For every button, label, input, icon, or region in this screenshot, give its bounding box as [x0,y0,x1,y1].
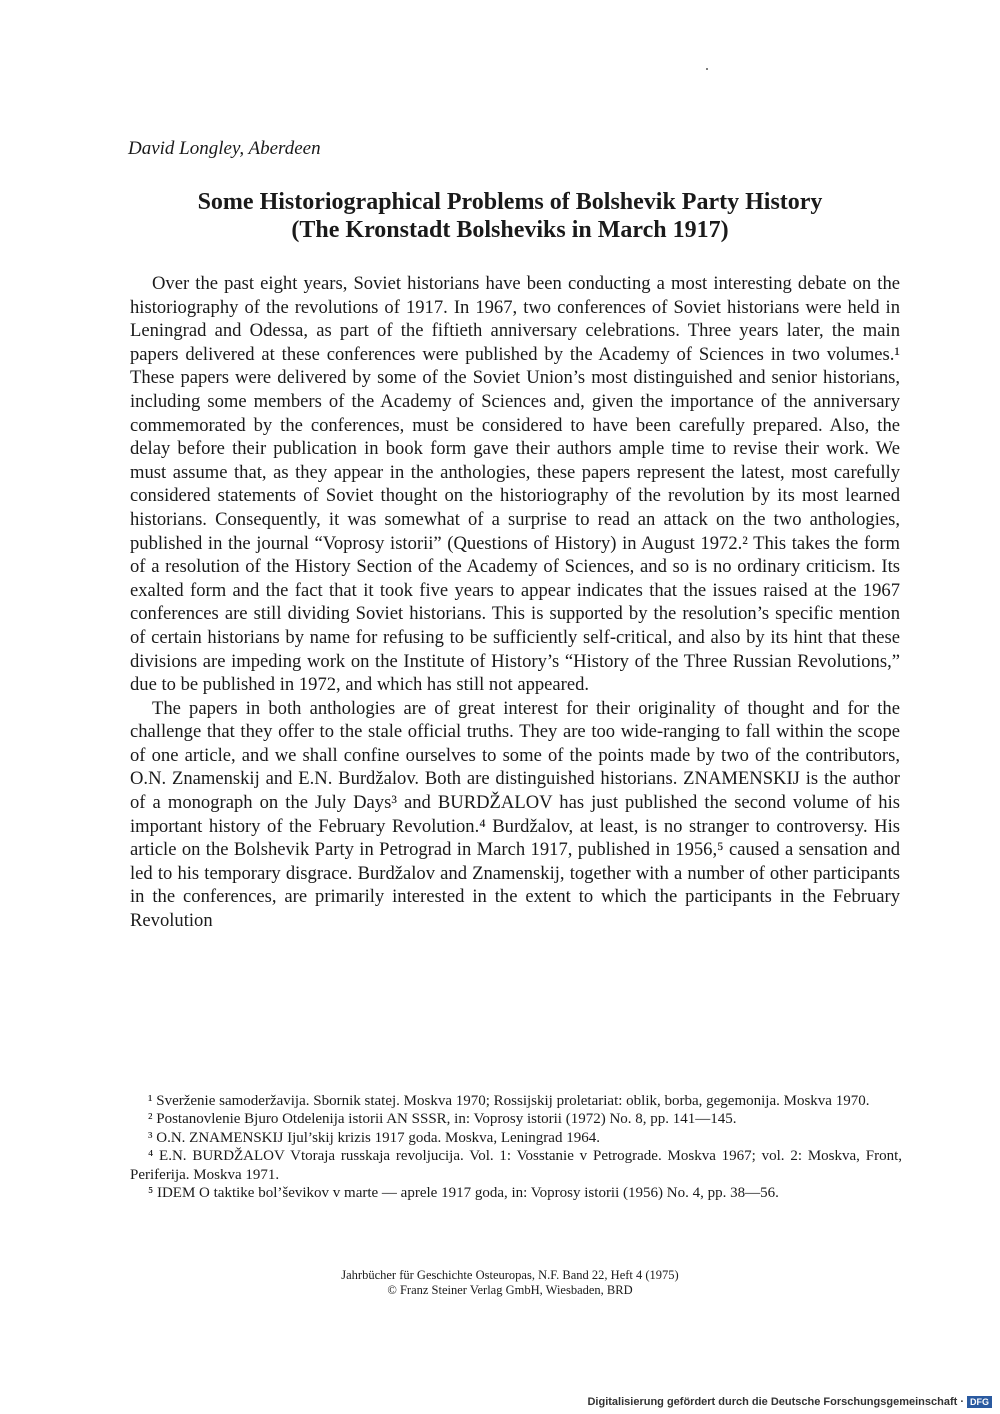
footnotes [130,1092,902,1202]
publisher-copyright: © Franz Steiner Verlag GmbH, Wiesbaden, BRD [387,1283,633,1297]
footnote-1: ¹ Sverženie samoderžavija. Sbornik statej. Moskva 1970; Rossijskij proletariat: oblik, borba, gegemonija. Moskva 1970. [148,1093,870,1109]
paragraph-1: Over the past eight years, Soviet historians have been conducting a most interesting debate on the historiography of the revolutions of 1917. In 1967, two conferences of Soviet historians were held in Leningrad and Odessa, as part of the fiftieth anniversary celebrations. Three years later, the main papers delivered at these conferences were published by the Academy of Sciences in two volumes.¹ These papers were delivered by some of the Soviet Union’s most distinguished and senior historians, including some members of the Academy of Sciences and, given the importance of the anniversary commemorated by the conferences, must be considered to have been carefully prepared. Also, the delay before their publication in book form gave their authors ample time to revise their work. We must assume that, as they appear in the anthologies, these papers represent the latest, most carefully considered statements of Soviet thought on the historiography of the revolution by its most learned historians. Consequently, it was somewhat of a surprise to read an attack on the two anthologies, published in the journal “Voprosy istorii” (Questions of History) in August 1972.² This takes the form of a resolution of the History Section of the Academy of Sciences, and so is no ordinary criticism. Its exalted form and the fact that it took five years to appear indicates that the issues raised at the 1967 conferences are still dividing Soviet historians. This is supported by the resolution’s specific mention of certain historians by name for refusing to be sufficiently self-critical, and also by its hint that these divisions are impeding work on the Institute of History’s “History of the Three Russian Revolutions,” due to be published in 1972, and which has still not appeared. [130,273,900,696]
footnote-5: ⁵ IDEM O taktike bol’ševikov v marte — aprele 1917 goda, in: Voprosy istorii (1956) No. 4, pp. 38—56. [148,1185,779,1202]
digitization-notice [587,1396,992,1408]
digitization-text: Digitalisierung gefördert durch die Deutsche Forschungsgemeinschaft · [587,1396,964,1408]
title-line-2: (The Kronstadt Bolsheviks in March 1917) [291,217,729,243]
footnote-3: ³ O.N. ZNAMENSKIJ Ijul’skij krizis 1917 goda. Moskva, Leningrad 1964. [148,1129,600,1146]
journal-citation: Jahrbücher für Geschichte Osteuropas, N.F. Band 22, Heft 4 (1975) [341,1268,679,1282]
paragraph-2: The papers in both anthologies are of great interest for their originality of thought and for the challenge that they offer to the stale official truths. They are too wide-ranging to fall within the scope of one article, and we shall confine ourselves to some of the points made by two of the contributors, O.N. Znamenskij and E.N. Burdžalov. Both are distinguished historians. ZNAMENSKIJ is the author of a monograph on the July Days³ and BURDŽALOV has just published the second volume of his important history of the February Revolution.⁴ Burdžalov, at least, is no stranger to controversy. His article on the Bolshevik Party in Petrograd in March 1917, published in 1956,⁵ caused a sensation and led to his temporary disgrace. Burdžalov and Znamenskij, together with a number of other participants in the conferences, are primarily interested in the extent to which the participants in the February Revolution [130,697,900,932]
article-body [130,272,900,933]
footnote-2: ² Postanovlenie Bjuro Otdelenija istorii AN SSSR, in: Voprosy istorii (1972) No. 8, pp. 141—145. [148,1111,737,1128]
article-title [120,188,900,244]
journal-imprint [200,1268,820,1298]
scan-speck [706,68,708,70]
dfg-logo-icon: DFG [967,1396,992,1408]
footnote-4: ⁴ E.N. BURDŽALOV Vtoraja russkaja revoljucija. Vol. 1: Vosstanie v Petrograde. Moskva 1967; vol. 2: Moskva, Front, Periferija. Moskva 1971. [130,1148,902,1183]
title-line-1: Some Historiographical Problems of Bolshevik Party History [197,189,823,215]
author-line: David Longley, Aberdeen [128,138,321,159]
